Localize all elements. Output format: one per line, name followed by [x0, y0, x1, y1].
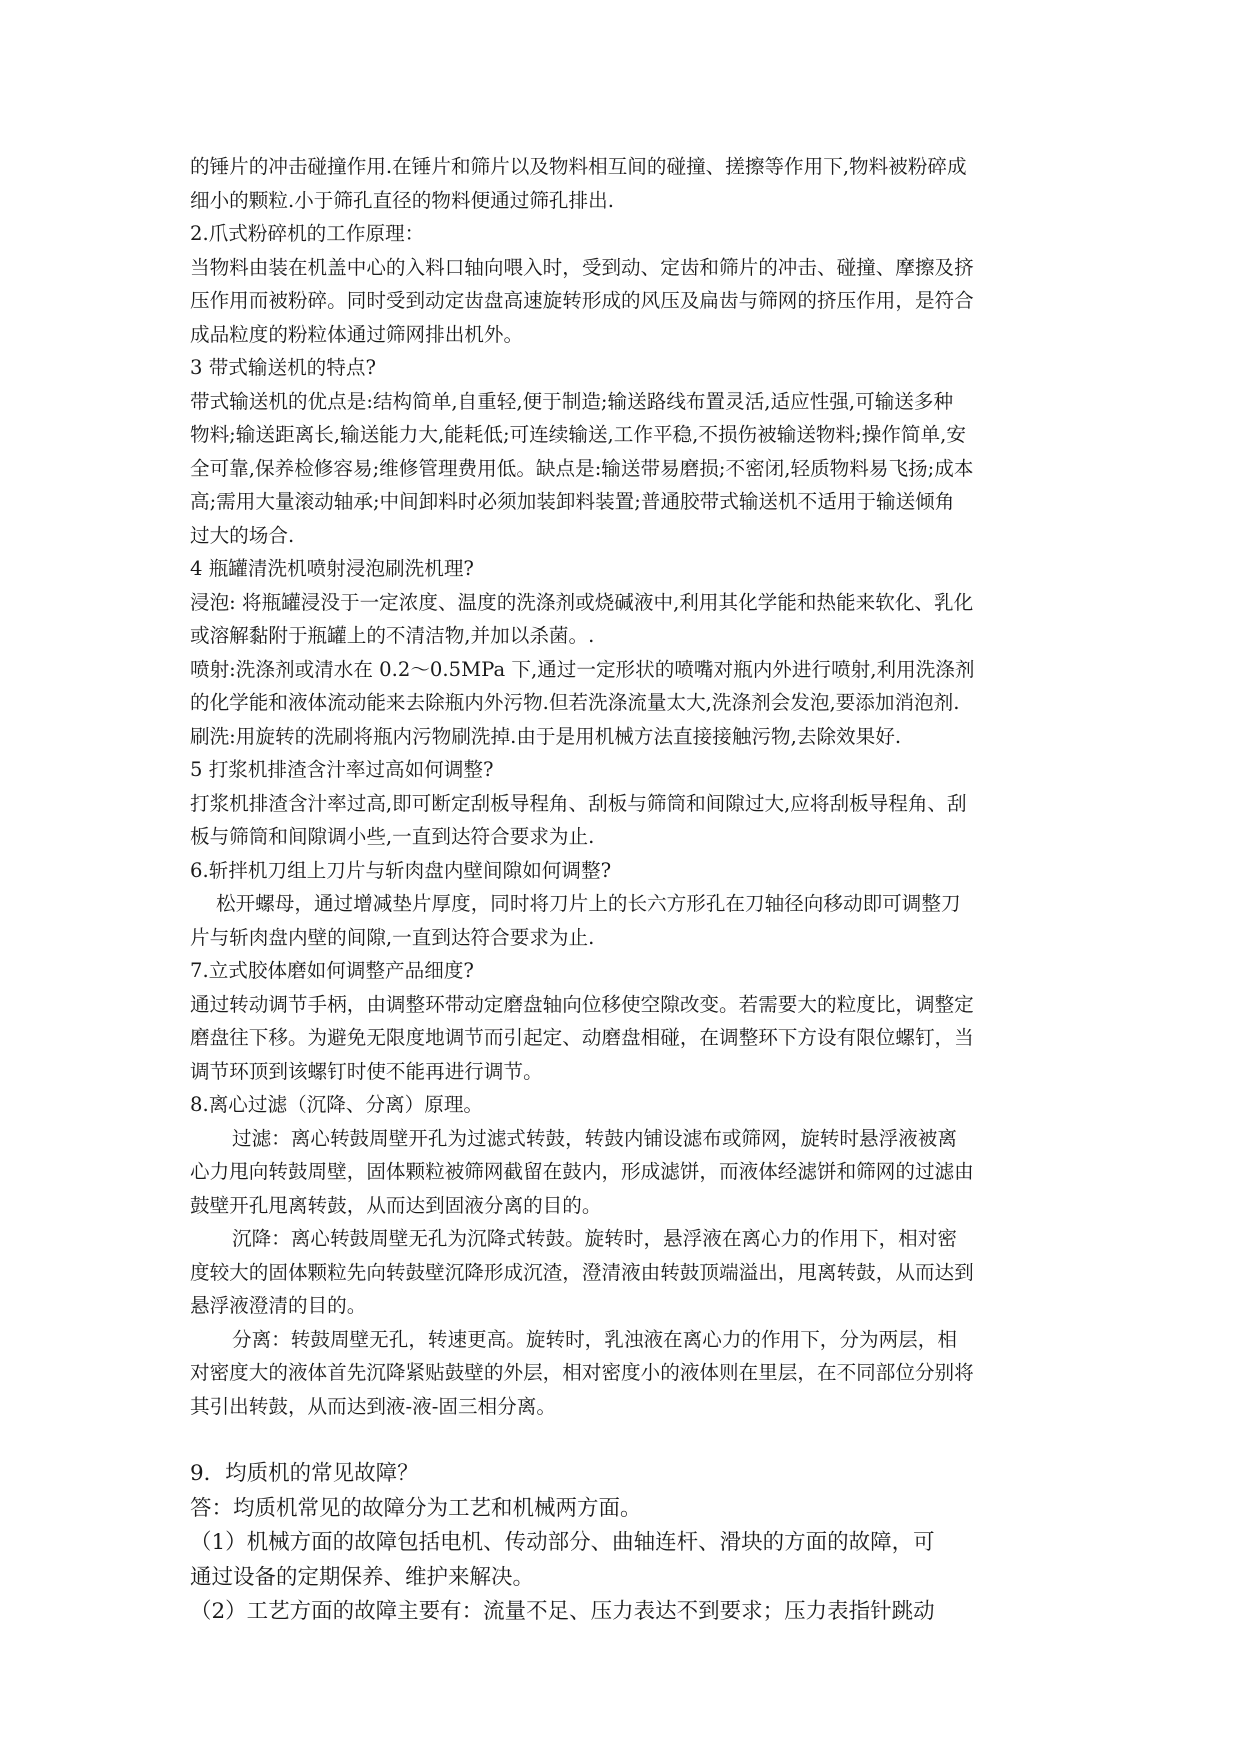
- paragraph-line: 鼓壁开孔甩离转鼓，从而达到固液分离的目的。: [190, 1193, 602, 1217]
- paragraph-line: 通过设备的定期保养、维护来解决。: [190, 1564, 535, 1590]
- paragraph-line: 悬浮液澄清的目的。: [190, 1294, 367, 1317]
- question-heading: 8.离心过滤（沉降、分离）原理。: [190, 1093, 484, 1116]
- paragraph-line: 度较大的固体颗粒先向转鼓壁沉降形成沉渣，澄清液由转鼓顶端溢出，甩离转鼓，从而达到: [190, 1260, 974, 1284]
- question-heading: 9．均质机的常见故障？: [190, 1461, 419, 1486]
- paragraph-line: （2）工艺方面的故障主要有：流量不足、压力表达不到要求；压力表指针跳动: [190, 1599, 935, 1624]
- paragraph-line: 答：均质机常见的故障分为工艺和机械两方面。: [190, 1495, 642, 1521]
- paragraph-line: （1）机械方面的故障包括电机、传动部分、曲轴连杆、滑块的方面的故障，可: [190, 1530, 935, 1555]
- paragraph-line: 其引出转鼓，从而达到液-液-固三相分离。: [190, 1394, 556, 1418]
- paragraph-line: 过滤：离心转鼓周壁开孔为过滤式转鼓，转鼓内铺设滤布或筛网，旋转时悬浮液被离: [232, 1126, 957, 1150]
- paragraph-line: 片与斩肉盘内壁的间隙,一直到达符合要求为止.: [190, 925, 595, 949]
- question-heading: 5 打浆机排渣含汁率过高如何调整?: [190, 758, 494, 781]
- paragraph-line: 细小的颗粒.小于筛孔直径的物料便通过筛孔排出.: [190, 188, 614, 212]
- question-heading: 4 瓶罐清洗机喷射浸泡刷洗机理?: [190, 557, 474, 580]
- paragraph-line: 心力甩向转鼓周壁，固体颗粒被筛网截留在鼓内，形成滤饼，而液体经滤饼和筛网的过滤由: [190, 1160, 974, 1183]
- paragraph-line: 物料;输送距离长,输送能力大,能耗低;可连续输送,工作平稳,不损伤被输送物料;操作简单,安: [190, 423, 966, 446]
- paragraph-line: 过大的场合.: [190, 523, 295, 547]
- paragraph-line: 当物料由装在机盖中心的入料口轴向喂入时，受到动、定齿和筛片的冲击、碰撞、摩擦及挤: [190, 255, 974, 279]
- paragraph-line: 或溶解黏附于瓶罐上的不清洁物,并加以杀菌。.: [190, 624, 595, 647]
- paragraph-line: 的锤片的冲击碰撞作用.在锤片和筛片以及物料相互间的碰撞、搓擦等作用下,物料被粉碎成: [190, 155, 967, 178]
- question-heading: 7.立式胶体磨如何调整产品细度?: [190, 959, 474, 982]
- paragraph-line: 全可靠,保养检修容易;维修管理费用低。缺点是:输送带易磨损;不密闭,轻质物料易飞扬;成本: [190, 456, 974, 480]
- paragraph-line: 喷射:洗涤剂或清水在 0.2～0.5MPa 下,通过一定形状的喷嘴对瓶内外进行喷射,利用洗涤剂: [190, 657, 975, 681]
- question-heading: 3 带式输送机的特点?: [190, 356, 376, 379]
- paragraph-line: 分离：转鼓周壁无孔，转速更高。旋转时，乳浊液在离心力的作用下，分为两层，相: [232, 1327, 957, 1351]
- paragraph-line: 带式输送机的优点是:结构简单,自重轻,便于制造;输送路线布置灵活,适应性强,可输送多种: [190, 389, 954, 413]
- paragraph-spacer: [190, 1423, 1050, 1457]
- paragraph-line: 磨盘往下移。为避免无限度地调节而引起定、动磨盘相碰，在调整环下方设有限位螺钉，当: [190, 1026, 974, 1049]
- section-food-machinery-notes: [190, 150, 1050, 1423]
- paragraph-line: 沉降：离心转鼓周壁无孔为沉降式转鼓。旋转时，悬浮液在离心力的作用下，相对密: [232, 1227, 957, 1250]
- paragraph-line: 成品粒度的粉粒体通过筛网排出机外。: [190, 322, 524, 346]
- paragraph-line: 压作用而被粉碎。同时受到动定齿盘高速旋转形成的风压及扁齿与筛网的挤压作用，是符合: [190, 289, 974, 312]
- document-body: [190, 150, 1050, 1630]
- paragraph-line: 高;需用大量滚动轴承;中间卸料时必须加装卸料装置;普通胶带式输送机不适用于输送倾角: [190, 490, 955, 513]
- paragraph-line: 打浆机排渣含汁率过高,即可断定刮板导程角、刮板与筛筒和间隙过大,应将刮板导程角、刮: [190, 791, 967, 815]
- paragraph-line: 对密度大的液体首先沉降紧贴鼓壁的外层，相对密度小的液体则在里层，在不同部位分别将: [190, 1361, 974, 1384]
- question-heading: 2.爪式粉碎机的工作原理：: [190, 222, 425, 245]
- paragraph-line: 的化学能和液体流动能来去除瓶内外污物.但若洗涤流量太大,洗涤剂会发泡,要添加消泡剂.: [190, 691, 960, 714]
- paragraph-line: 板与筛筒和间隙调小些,一直到达符合要求为止.: [190, 825, 595, 848]
- paragraph-line: 刷洗:用旋转的洗刷将瓶内污物刷洗掉.由于是用机械方法直接接触污物,去除效果好.: [190, 724, 902, 748]
- question-heading: 6.斩拌机刀组上刀片与斩肉盘内壁间隙如何调整?: [190, 858, 612, 882]
- paragraph-line: 通过转动调节手柄，由调整环带动定磨盘轴向位移使空隙改变。若需要大的粒度比，调整定: [190, 992, 974, 1016]
- paragraph-line: 浸泡: 将瓶罐浸没于一定浓度、温度的洗涤剂或烧碱液中,利用其化学能和热能来软化、乳化: [190, 590, 974, 614]
- paragraph-line: 松开螺母，通过增减垫片厚度，同时将刀片上的长六方形孔在刀轴径向移动即可调整刀: [216, 892, 961, 915]
- paragraph-line: 调节环顶到该螺钉时使不能再进行调节。: [190, 1059, 543, 1083]
- section-homogenizer-faults: [190, 1457, 1050, 1630]
